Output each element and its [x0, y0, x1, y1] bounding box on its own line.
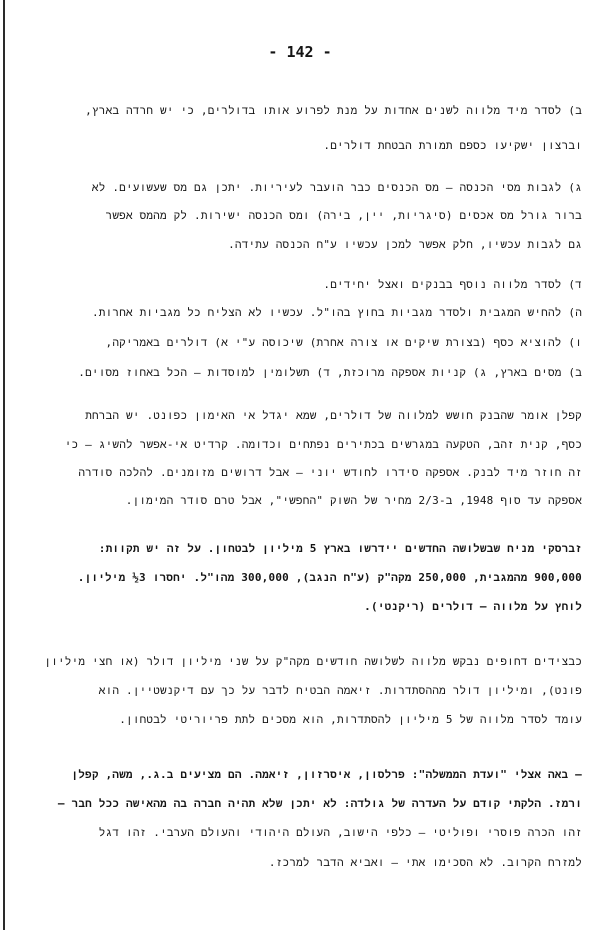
paragraph-6-line-1: כבצידים דחופים נבקש מלווה לשלושה חודשים מקה"ק על שני מיליון דולר (או חצי מיליון	[44, 655, 582, 668]
paragraph-1-line-1: ב) לסדר מיד מלווה לשנים אחדות על מנת לפרוע אותו בדולרים, כי יש חרדה בארץ,	[85, 104, 582, 117]
paragraph-4-line-3: זה חוזר מיד לבנק. אספקה סידרו לחודש יוני – אבל דרושים מזומנים. להלכה סודרה	[78, 466, 582, 479]
paragraph-7-line-4: למזרח הקרוב. לא הסכימו אתי – ואביא הדבר למרכז.	[268, 856, 582, 869]
paragraph-7-line-2: ורמז. הלקתי קודם על העדרה של גולדה: לא יתכן שלא תהיה חברה בה מהאישה ככל חבר –	[57, 797, 582, 810]
paragraph-5-line-3: לוחץ על מלווה – דולרים (ריקנטי).	[364, 600, 582, 613]
paragraph-5-line-1: זברסקי מניח שבשלושה החדשים יידרשו בארץ 5 מיליון לבטחון. על זה יש תקוות:	[98, 542, 582, 555]
paragraph-5-line-2: 900,000 מהמגבית, 250,000 מקה"ק (ע"ח הנגב), 300,000 מהו"ל. יחסרו 3½ מיליון.	[77, 571, 582, 584]
paragraph-3-line-3: ו) להוציא כסף (בצורת שיקים או צורה אחרת) שיכוסה ע"י א) דולרים באמריקה,	[105, 336, 582, 349]
paragraph-1-line-2: וברצון ישקיעו כספם תמורת הבטחת דולרים.	[323, 139, 582, 152]
paragraph-3-line-4: ב) מסים בארץ, ג) קניות אספקה מרוכזת, ד) תשלומין למוסדות – הכל באחוז מסוים.	[78, 366, 582, 379]
page-number: - 142 -	[268, 43, 332, 61]
paragraph-7-line-3: זהו הכרה פוסרי ופוליטי – כלפי הישוב, העולם היהודי והעולם הערבי. זהו דגל	[98, 826, 582, 839]
paragraph-4-line-2: כסף, קנית זהב, הטקעה במגרשים בכתירים נפתחים וכדומה. קרדיט אי-אפשר להשיג – כי	[64, 438, 582, 451]
paragraph-2-line-2: ברור גורל מס אכסים (סיגריות, יין, בירה) ומס הכנסה ישירות. לק מהמס אפשר	[105, 209, 582, 222]
left-margin-rule	[3, 0, 5, 930]
paragraph-7-line-1: – באה אצלי "ועדת הממשלה": פרלסון, איסרזון, זיאמה. הם מציעים ב.ג., משה, קפלן	[71, 768, 582, 781]
paragraph-6-line-2: פונט), ומיליון דולר מההסתדרות. זיאמה הבטיח לדבר על כך עם דיקנשטיין. הוא	[98, 684, 582, 697]
paragraph-3-line-2: ה) להחיש המגבית ולסדר מגביות בחוץ בהו"ל. עכשיו לא הצליח כל מגביות אחרות.	[91, 306, 582, 319]
paragraph-2-line-1: ג) לגבות מסי הכנסה – מס הכנסים כבר הועבר לעיריות. יתכן גם מס שעשועים. לא	[91, 181, 582, 194]
paragraph-6-line-3: עומד לסדר מלווה של 5 מיליון להסתדרות, הוא מסכים לתת פריוריטי לבטחון.	[119, 713, 582, 726]
paragraph-3-line-1: ד) לסדר מלווה נוסף בבנקים ואצל יחידים.	[323, 278, 582, 291]
paragraph-2-line-3: גם לגבות עכשיו, חלק אפשר למכן עכשיו ע"ח הכנסה עתידה.	[228, 238, 582, 251]
paragraph-4-line-4: אספקה עד סוף 1948, ב-2/3 מחיר של השוק "החפשי", אבל טרם סודר המימון.	[125, 494, 582, 507]
paragraph-4-line-1: קפלן אומר שהבנק חושש למלווה של דולרים, שמא יגדל אי האימון כפונט. יש הברחת	[85, 409, 582, 422]
